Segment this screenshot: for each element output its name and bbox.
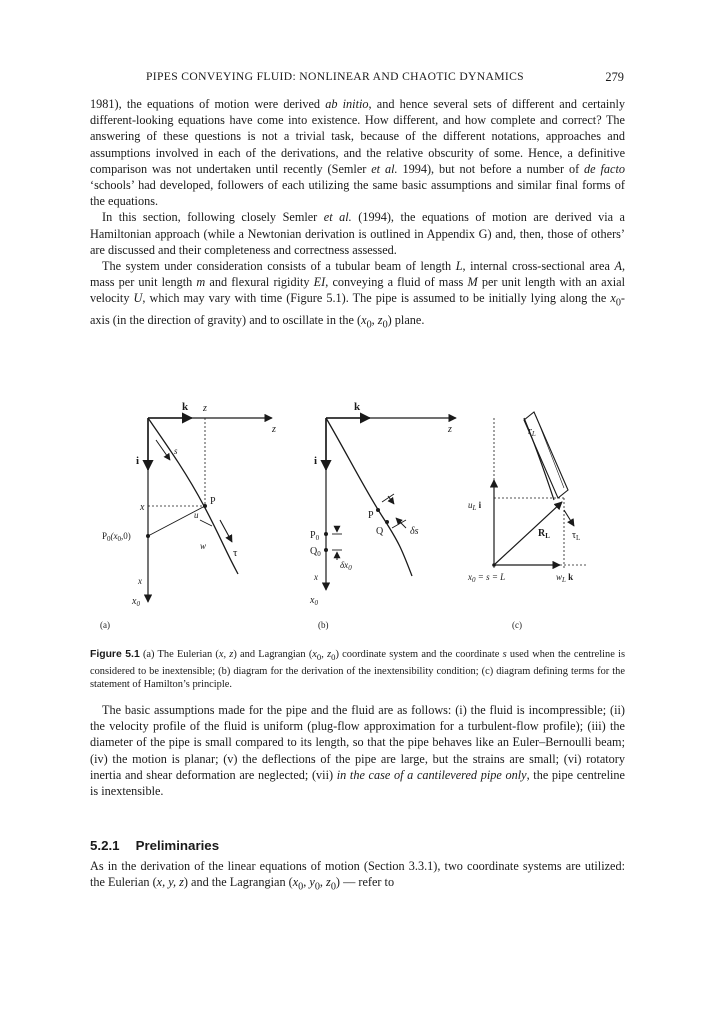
label-b-i: i [314, 455, 318, 467]
label-a-x: x [140, 502, 145, 513]
section-number: 5.2.1 [90, 838, 120, 853]
label-a-P0: $P_0(x_0,0)$ [102, 531, 131, 543]
label-b-dx0: $\delta x_0$ [340, 560, 352, 572]
label-b-x: x [314, 572, 318, 582]
paragraph-1: 1981), the equations of motion were derived ab initio, and hence several sets of different and certainly different-looking equations have come into existence. How different, and how complete and correct? The answering of these questions is not a trivial task, because of the different notations, approaches and assumptions involved in each of the derivations, and the relative obscurity of some. Hence, a definitive comparison was not undertaken until recently (Semler et al. 1994), but not before a number of de facto ‘schools’ had developed, followers of each utilizing the same basic assumptions and similar final forms of the equations. [90, 97, 625, 209]
body-text-assumptions [90, 702, 625, 799]
label-b-panel: (b) [318, 620, 329, 630]
label-b-Q0: $Q_0$ [310, 546, 321, 558]
figure-panel-b [309, 401, 456, 630]
label-b-x0: $x_0$ [310, 595, 318, 607]
label-c-uLi: $u_L$ i [468, 500, 482, 512]
label-b-P: P [368, 510, 374, 521]
label-a-s: s [174, 446, 178, 456]
label-a-u: u [194, 510, 199, 520]
label-c-rL: $r_L$ [528, 426, 536, 438]
figure-panel-c [467, 412, 588, 630]
label-a-i: i [136, 455, 140, 467]
label-c-wLk: $w_L$ k [556, 572, 574, 584]
label-b-z: z [448, 424, 452, 435]
label-b-Q: Q [376, 526, 384, 537]
label-a-x-end: x [138, 576, 142, 586]
body-text-preliminaries [90, 858, 625, 896]
label-a-k: k [182, 401, 189, 413]
figure-panel-a [100, 401, 276, 630]
label-a-z-end: z [272, 424, 276, 435]
figure-5-1 [88, 398, 628, 630]
paragraph-3: The system under consideration consists of a tubular beam of length L, internal cross-sectional area A, mass per unit length m and flexural rigidity EI, conveying a fluid of mass M per unit length with an axial velocity U, which may vary with time (Figure 5.1). The pipe is assumed to be initially lying along the $x_0$-axis (in the direction of gravity) and to oscillate in the ($x_0$, $z_0$) plane. [90, 259, 625, 331]
paragraph-4: The basic assumptions made for the pipe and the fluid are as follows: (i) the fluid is incompressible; (ii) the velocity profile of the fluid is uniform (plug-flow approximation for a turbulent-flow profile); (iii) the diameter of the pipe is small compared to its length, so that the pipe behaves like an Euler–Bernoulli beam; (iv) the motion is planar; (v) the deflections of the pipe are large, but the strains are small; (vi) rotatory inertia and shear deformation are neglected; (vii) in the case of a cantilevered pipe only, the pipe centreline is inextensible. [90, 703, 625, 799]
label-b-P0: $P_0$ [310, 530, 320, 542]
body-text-top [90, 96, 625, 334]
label-a-tau: τ [233, 547, 238, 559]
label-a-panel: (a) [100, 620, 110, 630]
label-b-ds: δs [410, 526, 419, 537]
label-a-z-top: z [203, 403, 207, 414]
label-c-RL: $R_L$ [538, 528, 550, 540]
section-heading [90, 838, 219, 853]
paragraph-5: As in the derivation of the linear equations of motion (Section 3.3.1), two coordinate systems are utilized: the Eulerian (x, y, z) and the Lagrangian ($x_0$, $y_0$, $z_0$) — refer to [90, 859, 625, 893]
label-a-x0: $x_0$ [132, 596, 140, 608]
figure-caption: Figure 5.1 (a) The Eulerian (x, z) and Lagrangian ($x_0$, $z_0$) coordinate system and the coordinate s used when the centreline is considered to be inextensible; (b) diagram for the derivation of the inextensibility condition; (c) diagram defining terms for the statement of Hamilton’s principle. [90, 649, 625, 691]
page-header [90, 70, 624, 88]
label-a-P: P [210, 496, 216, 507]
label-b-k: k [354, 401, 361, 413]
label-c-tauL: $\tau_L$ [572, 530, 581, 542]
label-c-eq: $x_0 = s = L$ [468, 572, 506, 584]
page-number: 279 [605, 70, 624, 84]
paragraph-2: In this section, following closely Semler et al. (1994), the equations of motion are derived via a Hamiltonian approach (while a Newtonian derivation is outlined in Appendix G) and, then, those of others’ are discussed and their completeness and correctness assessed. [90, 210, 625, 257]
section-title: Preliminaries [135, 838, 220, 853]
running-title: PIPES CONVEYING FLUID: NONLINEAR AND CHAOTIC DYNAMICS [146, 70, 524, 83]
label-a-w: w [200, 541, 207, 551]
label-c-panel: (c) [512, 620, 522, 630]
